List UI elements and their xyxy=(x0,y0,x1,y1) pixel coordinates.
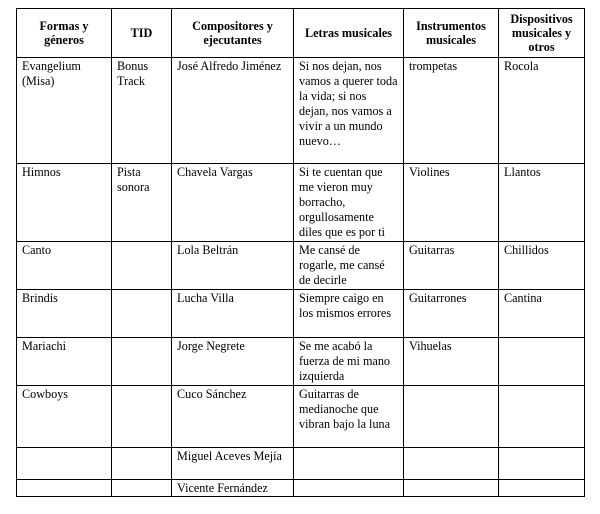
table-row xyxy=(17,242,585,290)
cell-letras: Se me acabó la fuerza de mi mano izquierda xyxy=(294,338,404,386)
header-tid: TID xyxy=(112,9,172,58)
cell-dispositivos: Cantina xyxy=(499,290,585,338)
cell-dispositivos: Llantos xyxy=(499,164,585,242)
cell-formas xyxy=(17,480,112,497)
table-row xyxy=(17,480,585,497)
cell-compositores: Vicente Fernández xyxy=(172,480,294,497)
cell-tid xyxy=(112,448,172,480)
cell-instrumentos: trompetas xyxy=(404,58,499,164)
cell-tid xyxy=(112,242,172,290)
cell-formas: Mariachi xyxy=(17,338,112,386)
cell-tid: Bonus Track xyxy=(112,58,172,164)
cell-compositores: Cuco Sánchez xyxy=(172,386,294,448)
cell-dispositivos xyxy=(499,386,585,448)
cell-instrumentos: Violines xyxy=(404,164,499,242)
cell-instrumentos xyxy=(404,448,499,480)
cell-compositores: José Alfredo Jiménez xyxy=(172,58,294,164)
cell-dispositivos xyxy=(499,338,585,386)
cell-instrumentos xyxy=(404,480,499,497)
table-row xyxy=(17,58,585,164)
header-row xyxy=(17,9,585,58)
cell-formas: Himnos xyxy=(17,164,112,242)
music-table xyxy=(16,8,585,497)
cell-compositores: Lucha Villa xyxy=(172,290,294,338)
table-row xyxy=(17,386,585,448)
cell-tid xyxy=(112,386,172,448)
cell-instrumentos xyxy=(404,386,499,448)
table-row xyxy=(17,290,585,338)
table-row xyxy=(17,164,585,242)
cell-formas: Brindis xyxy=(17,290,112,338)
header-letras: Letras musicales xyxy=(294,9,404,58)
cell-instrumentos: Guitarrones xyxy=(404,290,499,338)
cell-compositores: Lola Beltrán xyxy=(172,242,294,290)
cell-dispositivos xyxy=(499,480,585,497)
cell-formas: Evangelium (Misa) xyxy=(17,58,112,164)
cell-compositores: Chavela Vargas xyxy=(172,164,294,242)
cell-tid xyxy=(112,338,172,386)
cell-formas: Canto xyxy=(17,242,112,290)
cell-dispositivos: Chillidos xyxy=(499,242,585,290)
header-dispositivos: Dispositivos musicales y otros xyxy=(499,9,585,58)
cell-letras xyxy=(294,480,404,497)
cell-letras xyxy=(294,448,404,480)
cell-formas xyxy=(17,448,112,480)
cell-tid: Pista sonora xyxy=(112,164,172,242)
cell-instrumentos: Vihuelas xyxy=(404,338,499,386)
cell-dispositivos: Rocola xyxy=(499,58,585,164)
cell-letras: Si nos dejan, nos vamos a querer toda la vida; si nos dejan, nos vamos a vivir a un mundo nuevo… xyxy=(294,58,404,164)
cell-formas: Cowboys xyxy=(17,386,112,448)
cell-dispositivos xyxy=(499,448,585,480)
cell-letras: Siempre caigo en los mismos errores xyxy=(294,290,404,338)
cell-letras: Guitarras de medianoche que vibran bajo la luna xyxy=(294,386,404,448)
cell-instrumentos: Guitarras xyxy=(404,242,499,290)
header-instrumentos: Instrumentos musicales xyxy=(404,9,499,58)
cell-compositores: Miguel Aceves Mejía xyxy=(172,448,294,480)
header-compositores: Compositores y ejecutantes xyxy=(172,9,294,58)
cell-letras: Si te cuentan que me vieron muy borracho, orgullosamente diles que es por ti xyxy=(294,164,404,242)
table-row xyxy=(17,448,585,480)
cell-tid xyxy=(112,480,172,497)
cell-letras: Me cansé de rogarle, me cansé de decirle xyxy=(294,242,404,290)
cell-tid xyxy=(112,290,172,338)
cell-compositores: Jorge Negrete xyxy=(172,338,294,386)
table-row xyxy=(17,338,585,386)
header-formas: Formas y géneros xyxy=(17,9,112,58)
